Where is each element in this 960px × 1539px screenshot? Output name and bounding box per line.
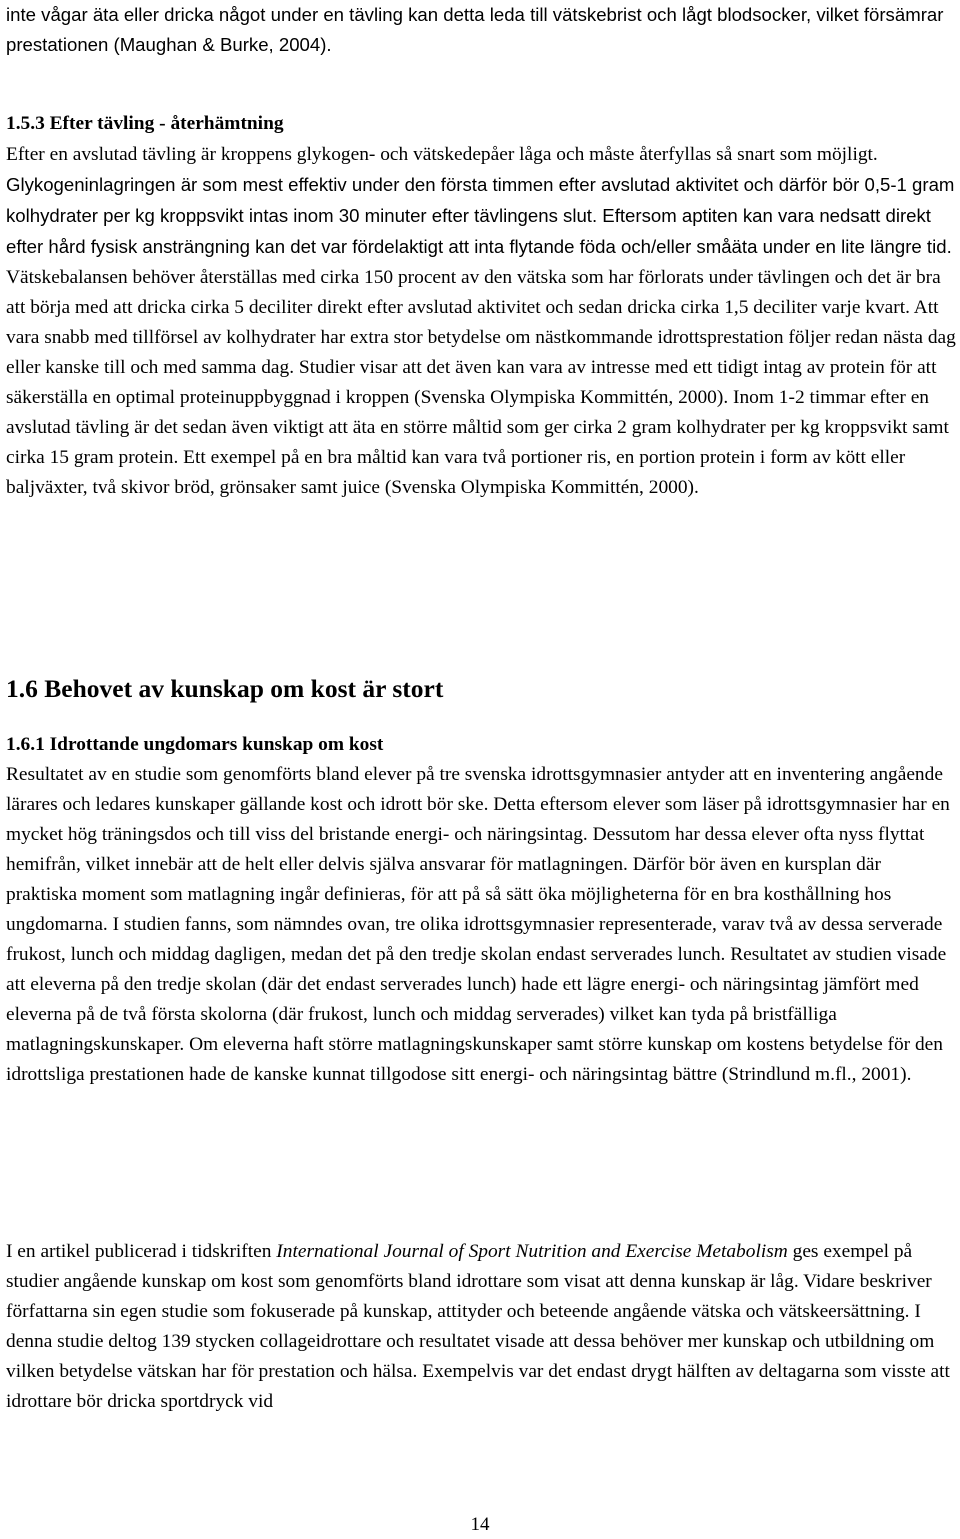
intro-text: inte vågar äta eller dricka något under en tävling kan detta leda till vätskebrist och lågt blodsocker, vilket försämrar prestationen (Maughan & Burke, 2004). bbox=[6, 4, 944, 55]
section-heading-1-6-1: 1.6.1 Idrottande ungdomars kunskap om kost bbox=[6, 734, 384, 755]
section-1-5-3 bbox=[6, 109, 956, 503]
paragraph-2-lead: I en artikel publicerad i tidskriften bbox=[6, 1241, 277, 1262]
journal-title: International Journal of Sport Nutrition and Exercise Metabolism bbox=[276, 1241, 788, 1262]
section-1-6-1-paragraph-2-block bbox=[6, 1237, 956, 1417]
section-1-5-3-paragraph bbox=[6, 139, 956, 503]
paragraph-sans-sentences: Glykogeninlagringen är som mest effektiv under den första timmen efter avslutad aktivitet och därför bör 0,5-1 gram kolhydrater per kg kroppsvikt intas inom 30 minuter efter tävlingens slut. Eftersom aptiten kan vara nedsatt direkt efter hård fysisk ansträngning kan det var fördelaktigt att inta flytande föda och/eller småäta under en lite längre tid. bbox=[6, 174, 955, 257]
page-number: 14 bbox=[470, 1514, 490, 1535]
intro-paragraph bbox=[6, 0, 956, 60]
section-heading-1-5-3: 1.5.3 Efter tävling - återhämtning bbox=[6, 113, 284, 134]
section-1-6 bbox=[6, 672, 956, 706]
paragraph-serif-sentence-1: Efter en avslutad tävling är kroppens glykogen- och vätskedepåer låga och måste återfyllas så snart som möjligt. bbox=[6, 144, 878, 165]
section-1-6-1 bbox=[6, 730, 956, 1090]
section-heading-1-6: 1.6 Behovet av kunskap om kost är stort bbox=[6, 674, 444, 703]
section-1-6-1-paragraph-1: Resultatet av en studie som genomförts bland elever på tre svenska idrottsgymnasier antyder att en inventering angående lärares och ledares kunskaper gällande kost och idrott bör ske. Detta eftersom elever som läser på idrottsgymnasier har en mycket hög träningsdos och till viss del bristande energi- och näringsintag. Dessutom har dessa elever ofta nyss flyttat hemifrån, vilket innebär att de helt eller delvis själva ansvarar för matlagningen. Därför bör även en kursplan där praktiska moment som matlagning ingår definieras, för att på så sätt öka möjligheterna för en bra kosthållning hos ungdomarna. I studien fanns, som nämndes ovan, tre olika idrottsgymnasier representerade, varav två av dessa serverade frukost, lunch och middag dagligen, medan det på den tredje skolan endast serverades lunch. Resultatet av studien visade att eleverna på den tredje skolan (där det endast serverades lunch) hade ett lägre energi- och näringsintag jämfört med eleverna på de två första skolorna (där frukost, lunch och middag serverades) vilket kan tyda på bristfälliga matlagningskunskaper. Om eleverna haft större matlagningskunskaper samt större kunskap om kostens betydelse för den idrottsliga prestationen hade de kanske kunnat tillgodose sitt energi- och näringsintag bättre (Strindlund m.fl., 2001). bbox=[6, 764, 950, 1085]
paragraph-2-rest: ges exempel på studier angående kunskap om kost som genomförts bland idrottare som visat att denna kunskap är låg. Vidare beskriver författarna sin egen studie som fokuserade på kunskap, attityder och beteende angående vätska och vätskeersättning. I denna studie deltog 139 stycken collageidrottare och resultatet visade att dessa behöver mer kunskap och utbildning om vilken betydelse vätskan har för prestation och hälsa. Exempelvis var det endast drygt hälften av deltagarna som visste att idrottare bör dricka sportdryck vid bbox=[6, 1241, 950, 1412]
paragraph-serif-sentences: Vätskebalansen behöver återställas med cirka 150 procent av den vätska som har förlorats under tävlingen och det är bra att börja med att dricka cirka 5 deciliter direkt efter avslutad aktivitet och sedan dricka cirka 1,5 deciliter varje kvart. Att vara snabb med tillförsel av kolhydrater har extra stor betydelse om nästkommande idrottsprestation följer redan nästa dag eller kanske till och med samma dag. Studier visar att det även kan vara av intresse med ett tidigt intag av protein för att säkerställa en optimal proteinuppbyggnad i kroppen (Svenska Olympiska Kommittén, 2000). Inom 1-2 timmar efter en avslutad tävling är det sedan även viktigt att äta en större måltid som ger cirka 2 gram kolhydrater per kg kroppsvikt samt cirka 15 gram protein. Ett exempel på en bra måltid kan vara två portioner ris, en portion protein i form av kött eller baljväxter, två skivor bröd, grönsaker samt juice (Svenska Olympiska Kommittén, 2000). bbox=[6, 267, 956, 498]
section-1-6-1-paragraph-2 bbox=[6, 1237, 956, 1417]
